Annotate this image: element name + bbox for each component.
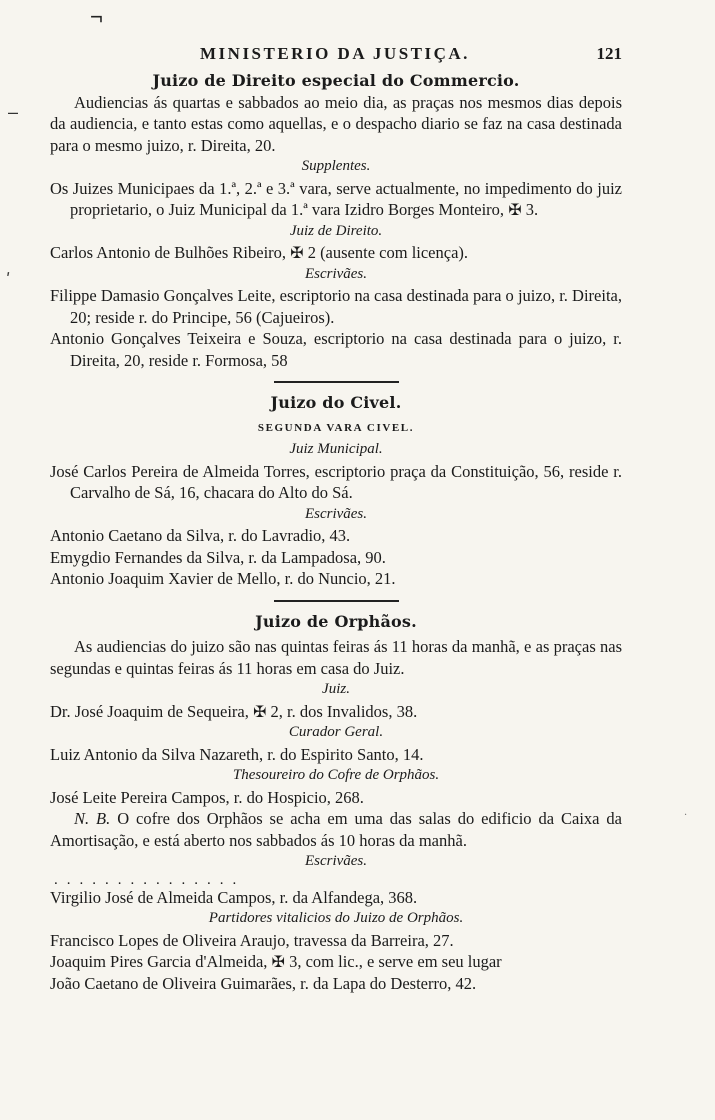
curador-heading: Curador Geral.: [288, 724, 384, 740]
nota-bene: [50, 808, 622, 851]
partidor-name: Joaquim Pires Garcia d'Almeida,: [50, 952, 268, 971]
escrivaes-heading-commercio: Escrivães.: [304, 265, 368, 282]
page-number: 121: [596, 44, 622, 63]
dotted-leader: ...............: [54, 871, 246, 888]
list-item: Francisco Lopes de Oliveira Araujo, travessa da Barreira, 27.: [50, 930, 454, 950]
section-title-commercio: Juizo de Direito especial do Commercio.: [152, 71, 520, 90]
section-title-orphaos: Juizo de Orphãos.: [255, 611, 417, 631]
list-item: [50, 951, 622, 973]
margin-dash-mark: –: [8, 102, 19, 122]
section-title-civel: Juizo do Civel.: [270, 393, 402, 412]
margin-speck: ·: [684, 810, 688, 821]
subtitle-segunda-vara: SEGUNDA VARA CIVEL.: [257, 421, 415, 434]
margin-tick-mark: ʹ: [6, 270, 11, 289]
cross-icon: ✠: [508, 200, 522, 219]
list-item: Antonio Joaquim Xavier de Mello, r. do Nuncio, 21.: [50, 569, 396, 588]
nota-text: O cofre dos Orphãos se acha em uma das salas do edificio da Caixa da Amortisação, e está aberto nos sabbados ás 10 horas da manhã.: [50, 809, 622, 850]
supplentes-text-end: 3.: [525, 200, 539, 219]
page-content: [50, 70, 622, 994]
partidor-note: 3, com lic., e serve em seu lugar: [289, 952, 502, 971]
juiz-direito-name: Carlos Antonio de Bulhões Ribeiro,: [50, 243, 287, 262]
escrivaes-heading-orphaos: Escrivães.: [304, 853, 368, 869]
orphaos-intro: As audiencias do juizo são nas quintas feiras ás 11 horas da manhã, e as praças nas segundas e quintas feiras ás 11 horas em casa do Juiz.: [50, 637, 622, 678]
running-head: [50, 44, 622, 70]
cross-icon: ✠: [253, 701, 267, 721]
list-item: Antonio Gonçalves Teixeira e Souza, escriptorio na casa destinada para o juizo, r. Direita, 20, reside r. Formosa, 58: [50, 329, 622, 370]
supplentes-heading: Supplentes.: [301, 158, 371, 174]
cross-icon: ✠: [271, 952, 285, 971]
list-item: Emygdio Fernandes da Silva, r. da Lampadosa, 90.: [50, 547, 386, 567]
supplentes-entry: [50, 178, 622, 221]
nota-label: N. B.: [74, 809, 111, 828]
juiz-orphaos-address: 2, r. dos Invalidos, 38.: [270, 701, 418, 721]
thesoureiro-heading: Thesoureiro do Cofre de Orphãos.: [232, 767, 440, 783]
partidores-heading: Partidores vitalicios do Juizo de Orphãos.: [208, 910, 464, 926]
section-divider: [274, 381, 399, 383]
escrivao-orphaos-entry: Virgilio José de Almeida Campos, r. da Alfandega, 368.: [50, 887, 418, 907]
curador-entry: Luiz Antonio da Silva Nazareth, r. do Espirito Santo, 14.: [50, 744, 424, 764]
list-item: Antonio Caetano da Silva, r. do Lavradio, 43.: [50, 526, 351, 545]
list-item: João Caetano de Oliveira Guimarães, r. da Lapa do Desterro, 42.: [50, 973, 477, 993]
commercio-intro: Audiencias ás quartas e sabbados ao meio dia, as praças nos mesmos dias depois da audiencia, e tanto estas como aquellas, e o despacho diario se faz na casa destinada para o mesmo juizo, r. Direita, 20.: [50, 92, 622, 155]
juiz-municipal-entry: José Carlos Pereira de Almeida Torres, escriptorio praça da Constituição, 56, reside r. Carvalho de Sá, 16, chacara do Alto do Sá.: [50, 461, 622, 502]
juiz-orphaos-heading: Juiz.: [322, 681, 350, 697]
running-title: MINISTERIO DA JUSTIÇA.: [200, 44, 470, 63]
supplentes-text: Os Juizes Municipaes da 1.ª, 2.ª e 3.ª vara, serve actualmente, no impedimento do juiz proprietario, o Juiz Municipal da 1.ª vara Izidro Borges Monteiro,: [50, 178, 622, 219]
juiz-municipal-heading: Juiz Municipal.: [289, 441, 383, 457]
juiz-direito-note: 2 (ausente com licença).: [307, 243, 469, 262]
juiz-orphaos-entry: [50, 701, 622, 723]
juiz-direito-entry: [50, 242, 622, 264]
juiz-orphaos-name: Dr. José Joaquim de Sequeira,: [50, 701, 249, 721]
juiz-direito-heading: Juiz de Direito.: [289, 222, 383, 239]
top-margin-mark: ¬: [90, 4, 103, 29]
thesoureiro-entry: José Leite Pereira Campos, r. do Hospicio, 268.: [50, 787, 364, 807]
cross-icon: ✠: [290, 243, 304, 262]
list-item: Filippe Damasio Gonçalves Leite, escriptorio na casa destinada para o juizo, r. Direita, 20; reside r. do Principe, 56 (Cajueiros).: [50, 286, 622, 327]
section-divider: [274, 600, 399, 602]
escrivaes-heading-civel: Escrivães.: [304, 505, 368, 522]
